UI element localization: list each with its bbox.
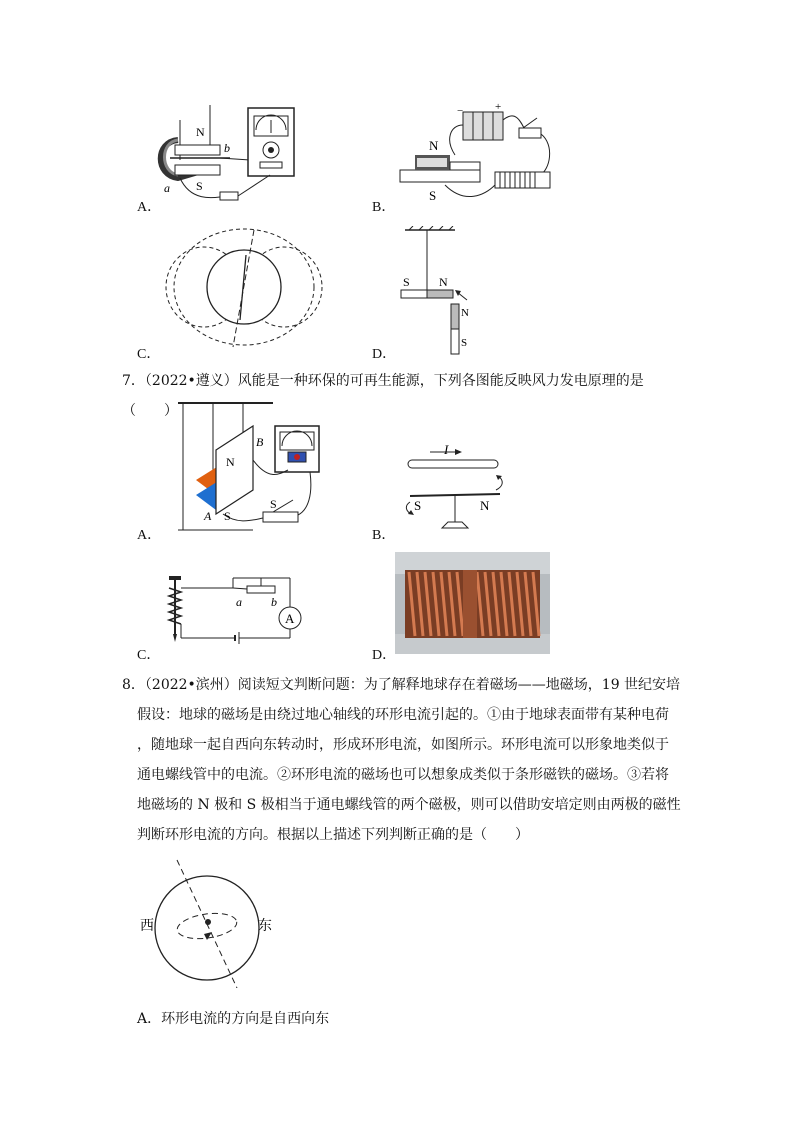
direction-label-west: 西	[140, 918, 154, 934]
question-8-line-5: 地磁场的 N 极和 S 极相当于通电螺线管的两个磁极，则可以借助安培定则由两极的磁性	[137, 797, 681, 813]
question-8-line-4: 通电螺线管中的电流。②环形电流的磁场也可以想象成类似于条形磁铁的磁场。③若将	[137, 767, 669, 783]
electromagnet-circuit-drawing	[165, 572, 315, 647]
earth-magnetic-field-drawing	[158, 225, 330, 353]
figure-8-earth-current	[132, 858, 282, 988]
earth-ring-current-drawing	[132, 858, 282, 988]
electromagnet-circuit-drawing	[395, 100, 565, 208]
figure-7b	[400, 440, 510, 536]
figure-7c	[165, 572, 315, 647]
question-8-line-1: 8．（2022•滨州）阅读短文判断问题：为了解释地球存在着磁场——地磁场，19 世纪安培	[122, 677, 681, 693]
question-8-option-a: A．环形电流的方向是自西向东	[137, 1011, 330, 1027]
question-8-line-6: 判断环形电流的方向。根据以上描述下列判断正确的是（ ）	[137, 827, 529, 843]
figure-7d-coil-photo	[395, 552, 550, 654]
pole-label-s: S	[196, 179, 203, 193]
option-label-7b: B．	[372, 528, 396, 543]
wire-label-a: a	[164, 181, 170, 195]
option-label-6c: C．	[137, 347, 161, 362]
option-label-7d: D．	[372, 648, 397, 663]
wire-label-b: B	[256, 435, 264, 449]
bar-label-n: N	[439, 275, 448, 289]
direction-label-east: 东	[258, 918, 272, 934]
figure-6b	[395, 100, 565, 208]
wire-label-b: b	[224, 141, 230, 155]
pole-label-n: N	[429, 138, 439, 153]
option-label-6b: B．	[372, 200, 396, 215]
ammeter-label: A	[285, 611, 295, 626]
option-label-7a: A．	[137, 528, 162, 543]
bar-label-s: S	[403, 275, 410, 289]
option-label-6a: A．	[137, 200, 162, 215]
needle-label-n: N	[480, 498, 490, 513]
current-label-i: I	[444, 442, 449, 457]
pole-label-n: N	[226, 455, 235, 469]
needle-label-s: S	[461, 337, 468, 349]
battery-plus-label: +	[495, 101, 502, 113]
question-8-line-3: ，随地球一起自西向东转动时，形成环形电流，如图所示。环形电流可以形象地类似于	[137, 737, 669, 753]
solenoid-coil-photo	[395, 552, 550, 654]
compass-magnet-drawing	[395, 226, 485, 356]
figure-6d	[395, 226, 485, 356]
figure-7a	[178, 400, 328, 532]
figure-6c	[158, 225, 330, 353]
generator-apparatus-drawing	[178, 400, 328, 532]
pole-label-s: S	[429, 188, 437, 203]
generator-apparatus-drawing	[150, 100, 320, 215]
question-7-stem: 7．（2022•遵义）风能是一种环保的可再生能源，下列各图能反映风力发电原理的是（ ）	[122, 373, 644, 419]
figure-6a	[150, 100, 320, 215]
needle-label-s: S	[414, 498, 422, 513]
switch-label-s: S	[270, 497, 277, 511]
wire-label-a: A	[204, 509, 212, 523]
resistor-label-b: b	[271, 595, 277, 609]
oersted-experiment-drawing	[400, 440, 510, 536]
question-8-line-2: 假设：地球的磁场是由绕过地心轴线的环形电流引起的。①由于地球表面带有某种电荷	[137, 707, 669, 723]
pole-label-s: S	[224, 509, 231, 523]
needle-label-n: N	[461, 307, 469, 319]
option-label-6d: D．	[372, 347, 397, 362]
option-label-7c: C．	[137, 648, 161, 663]
pole-label-n: N	[196, 125, 205, 139]
resistor-label-a: a	[236, 595, 242, 609]
battery-minus-label: −	[457, 105, 464, 117]
